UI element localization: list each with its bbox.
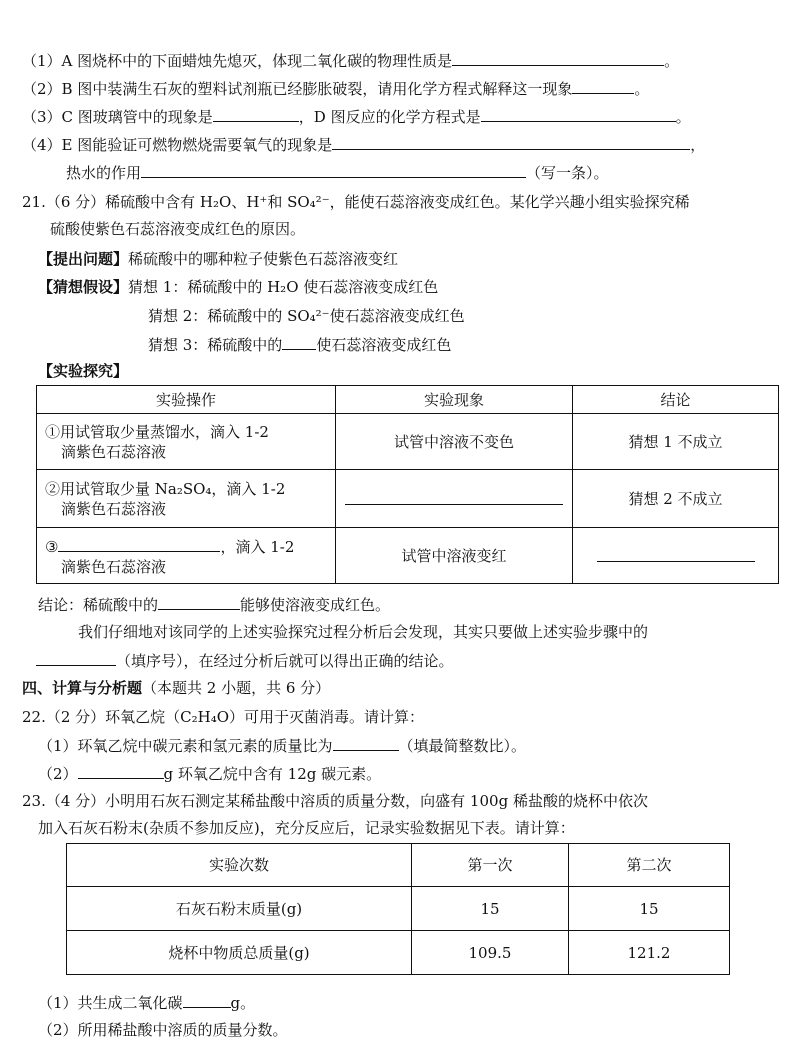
answer-blank[interactable] bbox=[141, 162, 526, 178]
answer-blank[interactable] bbox=[158, 594, 240, 610]
table-cell-conclusion-blank[interactable] bbox=[573, 528, 779, 584]
q22-part2: （2） g 环氧乙烷中含有 12g 碳元素。 bbox=[38, 765, 382, 783]
table-cell-operation: ②用试管取少量 Na₂SO₄，滴入 1-2 滴紫色石蕊溶液 bbox=[37, 470, 336, 528]
table-row bbox=[37, 470, 779, 528]
answer-blank[interactable] bbox=[58, 535, 220, 552]
answer-blank[interactable] bbox=[452, 50, 664, 66]
answer-blank[interactable] bbox=[332, 134, 690, 150]
q22-intro: 22.（2 分）环氧乙烷（C₂H₄O）可用于灭菌消毒。请计算： bbox=[22, 708, 425, 726]
q21-experiment-table bbox=[36, 385, 779, 584]
q21-hypothesis-2: 猜想 2：稀硫酸中的 SO₄²⁻使石蕊溶液变成红色 bbox=[148, 307, 465, 325]
q21-question: 【提出问题】稀硫酸中的哪种粒子使紫色石蕊溶液变红 bbox=[38, 250, 399, 268]
table-cell-conclusion: 猜想 2 不成立 bbox=[573, 470, 779, 528]
q21-analysis: 我们仔细地对该同学的上述实验探究过程分析后会发现，其实只要做上述实验步骤中的 bbox=[78, 623, 649, 641]
q23-part2: （2）所用稀盐酸中溶质的质量分数。 bbox=[38, 1021, 288, 1039]
table-header: 实验次数 bbox=[67, 844, 412, 887]
answer-blank[interactable] bbox=[213, 106, 299, 122]
table-header: 实验操作 bbox=[37, 386, 336, 414]
table-cell: 烧杯中物质总质量(g) bbox=[67, 931, 412, 975]
table-cell-phenomenon: 试管中溶液变红 bbox=[336, 528, 573, 584]
table-cell-conclusion: 猜想 1 不成立 bbox=[573, 414, 779, 470]
answer-blank[interactable] bbox=[36, 650, 116, 666]
table-cell-phenomenon-blank[interactable] bbox=[336, 470, 573, 528]
table-cell-operation: ③ ，滴入 1-2 滴紫色石蕊溶液 bbox=[37, 528, 336, 584]
table-cell: 15 bbox=[569, 887, 730, 931]
q21-intro: 21.（6 分）稀硫酸中含有 H₂O、H⁺和 SO₄²⁻，能使石蕊溶液变成红色。某化学兴趣小组实验探究稀 bbox=[22, 193, 690, 211]
answer-blank[interactable] bbox=[572, 78, 634, 94]
q21-intro-cont: 硫酸使紫色石蕊溶液变成红色的原因。 bbox=[50, 220, 306, 238]
q23-part1: （1）共生成二氧化碳 g。 bbox=[38, 994, 256, 1012]
table-header: 第一次 bbox=[412, 844, 569, 887]
table-cell: 石灰石粉末质量(g) bbox=[67, 887, 412, 931]
q21-conclusion: 结论：稀硫酸中的 能够使溶液变成红色。 bbox=[38, 596, 391, 614]
q20-part3: （3）C 图玻璃管中的现象是 ，D 图反应的化学方程式是 。 bbox=[22, 108, 691, 126]
answer-blank[interactable] bbox=[333, 735, 399, 751]
table-cell: 15 bbox=[412, 887, 569, 931]
table-row bbox=[67, 887, 730, 931]
table-header: 第二次 bbox=[569, 844, 730, 887]
table-row bbox=[67, 844, 730, 887]
q23-data-table bbox=[66, 843, 730, 975]
q23-intro: 23.（4 分）小明用石灰石测定某稀盐酸中溶质的质量分数，向盛有 100g 稀盐酸的烧杯中依次 bbox=[22, 792, 648, 810]
table-cell-phenomenon: 试管中溶液不变色 bbox=[336, 414, 573, 470]
answer-blank[interactable] bbox=[481, 106, 676, 122]
table-header: 结论 bbox=[573, 386, 779, 414]
q21-hypothesis: 【猜想假设】猜想 1：稀硫酸中的 H₂O 使石蕊溶液变成红色 bbox=[38, 278, 439, 296]
q21-hypothesis-3: 猜想 3：稀硫酸中的 使石蕊溶液变成红色 bbox=[148, 336, 452, 354]
q21-experiment-heading: 【实验探究】 bbox=[38, 362, 129, 380]
q20-part4-cont: 热水的作用 （写一条）。 bbox=[66, 164, 609, 182]
q20-part1: （1）A 图烧杯中的下面蜡烛先熄灭，体现二氧化碳的物理性质是 。 bbox=[22, 52, 680, 70]
table-cell: 121.2 bbox=[569, 931, 730, 975]
table-row bbox=[37, 528, 779, 584]
q21-analysis-cont: （填序号），在经过分析后就可以得出正确的结论。 bbox=[36, 650, 454, 671]
section-title: 四、计算与分析题（本题共 2 小题，共 6 分） bbox=[22, 679, 331, 697]
table-cell: 109.5 bbox=[412, 931, 569, 975]
table-cell-operation: ①用试管取少量蒸馏水，滴入 1-2 滴紫色石蕊溶液 bbox=[37, 414, 336, 470]
table-header: 实验现象 bbox=[336, 386, 573, 414]
answer-blank[interactable] bbox=[282, 334, 316, 350]
answer-blank[interactable] bbox=[183, 992, 231, 1008]
q20-part4: （4）E 图能验证可燃物燃烧需要氧气的现象是 ， bbox=[22, 136, 706, 154]
q23-intro-cont: 加入石灰石粉末(杂质不参加反应)，充分反应后，记录实验数据见下表。请计算： bbox=[38, 819, 575, 837]
q22-part1: （1）环氧乙烷中碳元素和氢元素的质量比为 （填最简整数比）。 bbox=[38, 737, 527, 755]
table-row bbox=[67, 931, 730, 975]
table-row bbox=[37, 414, 779, 470]
answer-blank[interactable] bbox=[78, 763, 164, 779]
q20-part2: （2）B 图中装满生石灰的塑料试剂瓶已经膨胀破裂，请用化学方程式解释这一现象 。 bbox=[22, 80, 650, 98]
